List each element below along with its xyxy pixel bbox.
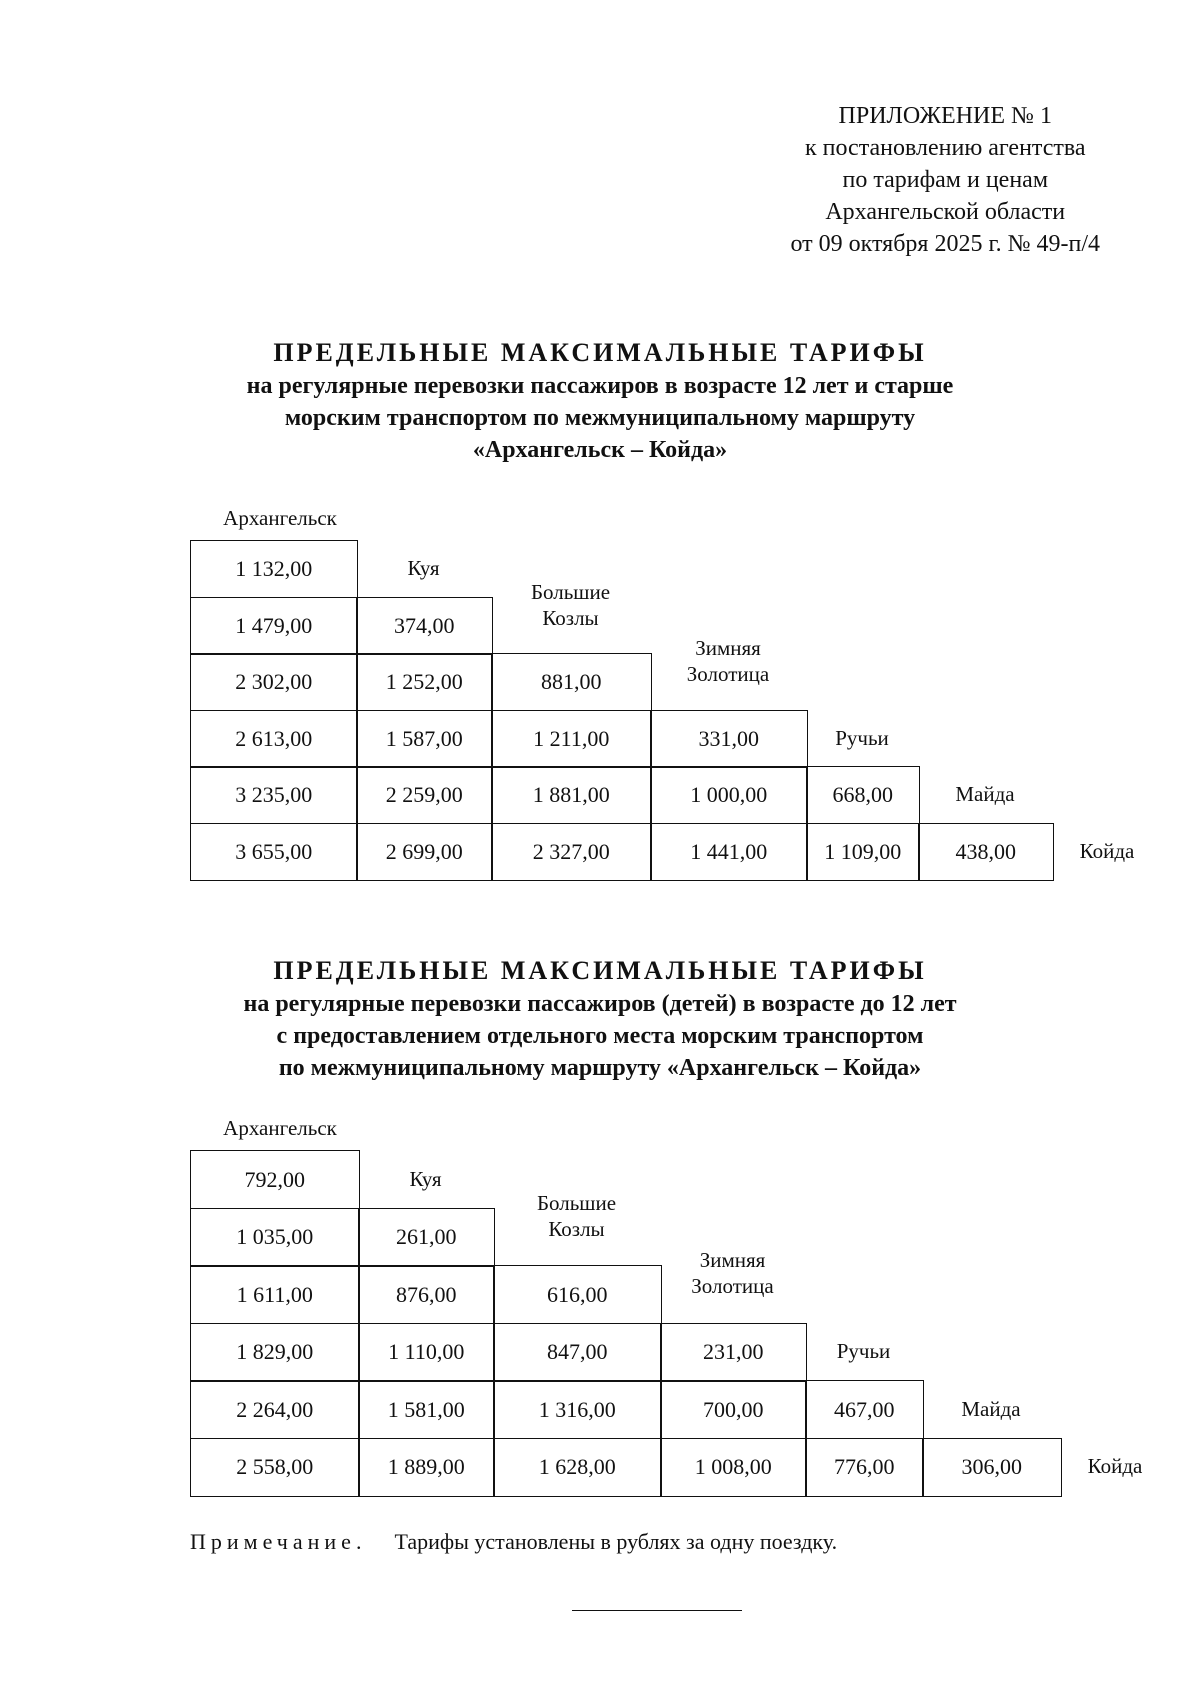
tariff-cell: 1 889,00: [358, 1438, 495, 1497]
tariff-cell: 1 441,00: [650, 823, 808, 881]
tariff-cell: 467,00: [805, 1380, 924, 1439]
station-label: Архангельск: [223, 506, 337, 530]
annex-line: от 09 октября 2025 г. № 49-п/4: [790, 231, 1100, 257]
section-subtitle-line: «Архангельск – Койда»: [472, 437, 728, 463]
tariff-cell: 1 881,00: [491, 766, 652, 824]
tariff-cell: 776,00: [805, 1438, 924, 1497]
tariff-cell: 2 327,00: [491, 823, 652, 881]
tariff-cell: 1 316,00: [493, 1380, 662, 1439]
tariff-cell: 616,00: [493, 1265, 662, 1324]
tariff-cell: 1 110,00: [358, 1323, 495, 1382]
note-label: Примечание.: [190, 1529, 367, 1554]
closing-rule: [572, 1610, 742, 1611]
section-subtitle-line: на регулярные перевозки пассажиров (детей) в возрасте до 12 лет: [243, 991, 957, 1017]
section-title: ПРЕДЕЛЬНЫЕ МАКСИМАЛЬНЫЕ ТАРИФЫ: [273, 338, 927, 367]
tariff-cell: 1 035,00: [190, 1208, 360, 1267]
section-subtitle-line: по межмуниципальному маршруту «Архангельск – Койда»: [278, 1055, 922, 1081]
tariff-cell: 1 109,00: [806, 823, 920, 881]
tariff-cell: 1 000,00: [650, 766, 808, 824]
station-label: Ручьи: [835, 725, 889, 750]
station-label: Майда: [955, 782, 1015, 807]
tariff-cell: 881,00: [491, 653, 652, 711]
tariff-cell: 374,00: [356, 597, 493, 655]
tariff-cell: 1 479,00: [190, 597, 358, 655]
section-subtitle-line: на регулярные перевозки пассажиров в возрасте 12 лет и старше: [246, 373, 954, 399]
tariff-cell: 2 259,00: [356, 766, 493, 824]
station-label: Ручьи: [836, 1339, 891, 1364]
station-label: Большие Козлы: [536, 1190, 617, 1241]
tariff-cell: 1 008,00: [660, 1438, 807, 1497]
tariff-cell: 792,00: [190, 1150, 360, 1209]
tariff-cell: 306,00: [922, 1438, 1062, 1497]
tariff-cell: 2 613,00: [190, 710, 358, 768]
note-text: Тарифы установлены в рублях за одну поездку.: [394, 1529, 838, 1554]
section-subtitle-line: морским транспортом по межмуниципальному маршруту: [284, 405, 916, 431]
tariff-cell: 1 211,00: [491, 710, 652, 768]
tariff-cell: 2 699,00: [356, 823, 493, 881]
annex-line: по тарифам и ценам: [842, 167, 1049, 193]
section-2-title: [100, 954, 1100, 1084]
tariff-cell: 847,00: [493, 1323, 662, 1382]
note: [190, 1529, 837, 1555]
tariff-cell: 2 302,00: [190, 653, 358, 711]
station-label: Койда: [1079, 838, 1135, 863]
tariff-cell: 231,00: [660, 1323, 807, 1382]
tariff-cell: 1 252,00: [356, 653, 493, 711]
tariff-cell: 1 829,00: [190, 1323, 360, 1382]
section-title: ПРЕДЕЛЬНЫЕ МАКСИМАЛЬНЫЕ ТАРИФЫ: [273, 956, 927, 985]
tariff-cell: 2 264,00: [190, 1380, 360, 1439]
station-label: Архангельск: [223, 1116, 337, 1140]
annex-header: [600, 100, 1100, 260]
tariff-cell: 1 581,00: [358, 1380, 495, 1439]
tariff-cell: 3 655,00: [190, 823, 358, 881]
section-subtitle-line: с предоставлением отдельного места морским транспортом: [276, 1023, 924, 1049]
tariff-cell: 876,00: [358, 1265, 495, 1324]
station-label: Майда: [961, 1396, 1021, 1421]
tariff-cell: 331,00: [650, 710, 808, 768]
station-label: Куя: [407, 556, 440, 581]
tariff-cell: 438,00: [918, 823, 1054, 881]
tariff-cell: 3 235,00: [190, 766, 358, 824]
tariff-cell: 261,00: [358, 1208, 495, 1267]
tariff-cell: 668,00: [806, 766, 920, 824]
tariff-cell: 1 628,00: [493, 1438, 662, 1497]
tariff-cell: 2 558,00: [190, 1438, 360, 1497]
annex-line: ПРИЛОЖЕНИЕ № 1: [838, 103, 1052, 129]
station-label: Зимняя Золотица: [691, 1248, 774, 1298]
tariff-cell: 700,00: [660, 1380, 807, 1439]
station-label: Большие Козлы: [530, 579, 611, 630]
tariff-cell: 1 611,00: [190, 1265, 360, 1324]
tariff-cell: 1 587,00: [356, 710, 493, 768]
annex-line: Архангельской области: [825, 199, 1066, 225]
station-label: Койда: [1087, 1454, 1143, 1479]
station-label: Зимняя Золотица: [686, 636, 770, 686]
section-1-title: [100, 336, 1100, 466]
tariff-cell: 1 132,00: [190, 540, 358, 598]
station-label: Куя: [409, 1166, 442, 1191]
annex-line: к постановлению агентства: [804, 135, 1086, 161]
